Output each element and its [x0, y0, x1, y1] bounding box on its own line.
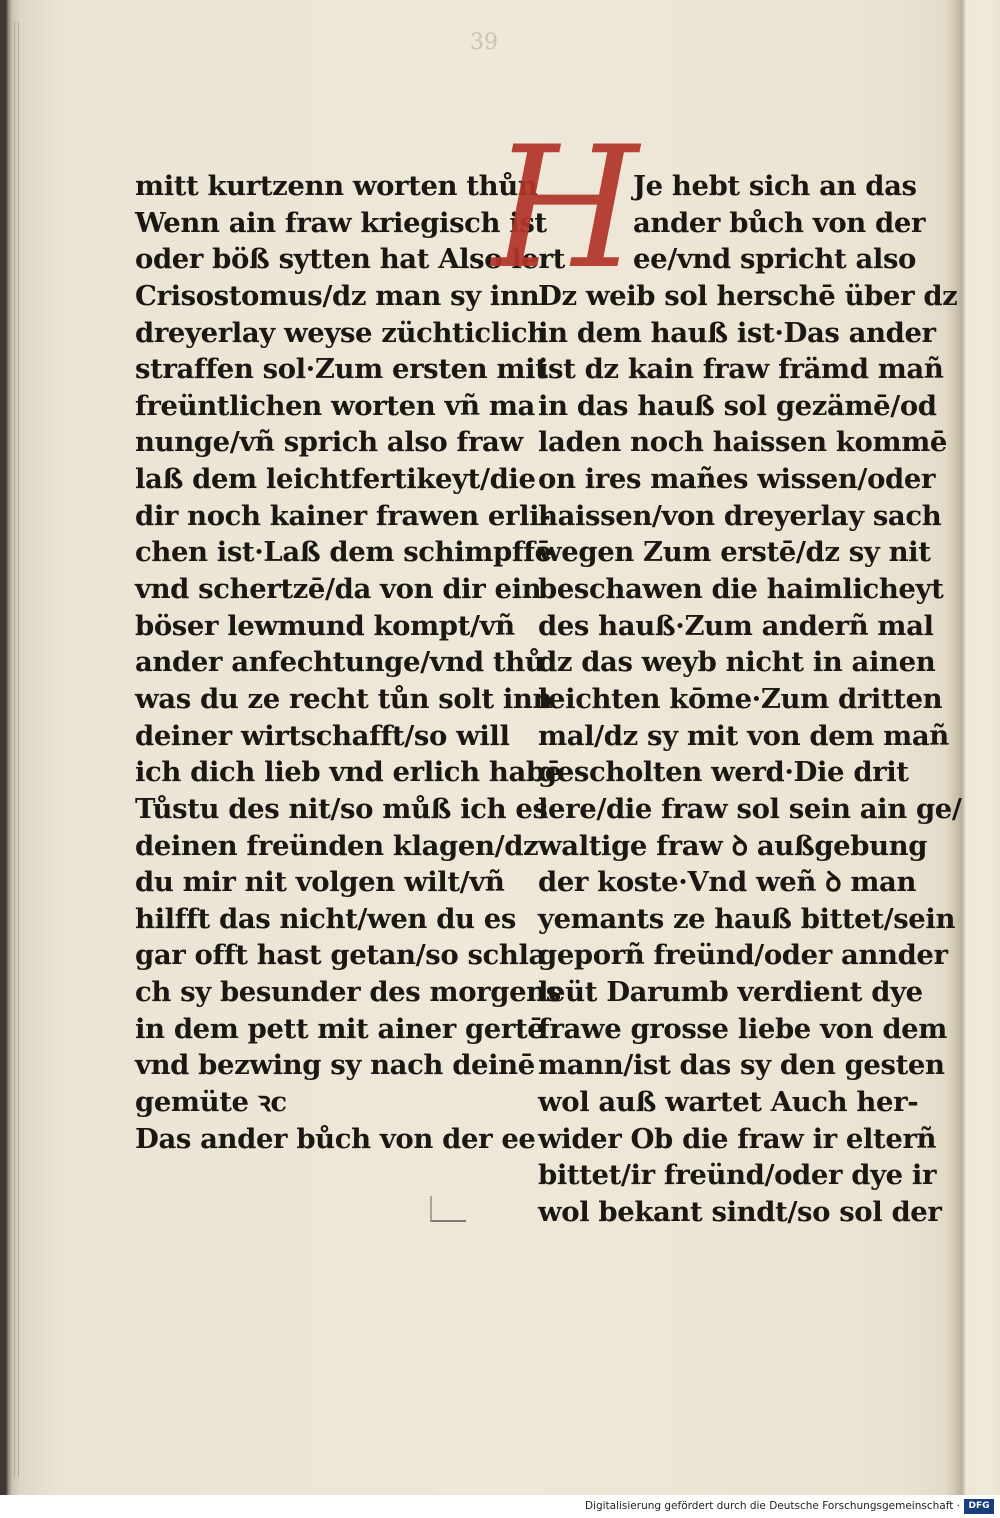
text-line: vnd bezwing sy nach deinē	[135, 1049, 535, 1082]
signature-mark	[430, 1196, 466, 1222]
text-line: des hauß·Zum anderñ mal	[538, 609, 934, 642]
text-line: ch sy besunder des morgens	[135, 976, 561, 1009]
text-line: chen ist·Laß dem schimpffē	[135, 536, 552, 569]
text-line: bittet/ir freünd/oder dye ir	[538, 1159, 937, 1192]
text-line: hilfft das nicht/wen du es	[135, 902, 516, 935]
text-line: geporñ freünd/oder annder	[538, 939, 948, 972]
text-line: deiner wirtschafft/so will	[135, 719, 510, 752]
text-line: ich dich lieb vnd erlich habē	[135, 756, 562, 789]
text-line: dir noch kainer frawen erli-	[135, 499, 551, 532]
text-line: ander anfechtunge/vnd thů	[135, 646, 545, 679]
text-line: haissen/von dreyerlay sach	[538, 499, 942, 532]
text-line: ander bůch von der	[633, 206, 926, 239]
decorated-initial-letter: H	[492, 110, 639, 306]
text-line: Je hebt sich an das	[633, 170, 917, 202]
text-line: wol bekant sindt/so sol der	[538, 1195, 942, 1228]
text-line: nunge/vñ sprich also fraw	[135, 426, 523, 459]
text-line: in dem pett mit ainer gertē	[135, 1012, 545, 1045]
text-line: mal/dz sy mit von dem mañ	[538, 719, 949, 752]
page-number: 39	[470, 30, 498, 55]
text-line: gescholten werd·Die drit	[538, 756, 909, 789]
text-line: leichten kōme·Zum dritten	[538, 682, 943, 715]
text-line: yemants ze hauß bittet/sein	[538, 902, 956, 935]
text-line: Wenn ain fraw kriegisch ist	[135, 206, 547, 239]
text-line: Tůstu des nit/so můß ich es	[135, 792, 548, 825]
text-line: mann/ist das sy den gesten	[538, 1049, 945, 1082]
text-line: lere/die fraw sol sein ain ge/	[538, 792, 962, 825]
text-line: wol auß wartet Auch her-	[538, 1086, 919, 1119]
text-line: Das ander bůch von der ee	[135, 1122, 536, 1155]
text-line: straffen sol·Zum ersten mit	[135, 353, 548, 386]
right-text-column	[538, 168, 962, 1231]
text-line: frawe grosse liebe von dem	[538, 1012, 947, 1045]
text-line: waltige fraw ꝺ außgebung	[538, 829, 928, 862]
page-edge	[14, 22, 15, 1477]
text-line: vnd schertzē/da von dir ein	[135, 573, 542, 606]
text-line: mitt kurtzenn worten thůn	[135, 170, 538, 202]
text-line: dz das weyb nicht in ainen	[538, 646, 936, 679]
left-text-column	[135, 168, 565, 1157]
text-line: Crisostomus/dz man sy inn	[135, 279, 540, 312]
text-line: in dem hauß ist·Das ander	[538, 316, 936, 349]
text-line: gar offt hast getan/so schla	[135, 939, 546, 972]
text-line: ee/vnd spricht also	[633, 243, 916, 276]
text-line: wegen Zum erstē/dz sy nit	[538, 536, 931, 569]
text-line: gemüte ꝛc	[135, 1086, 287, 1119]
text-line: freüntlichen worten vñ ma	[135, 389, 535, 422]
text-line: beschawen die haimlicheyt	[538, 573, 944, 606]
text-line: dreyerlay weyse züchticlich	[135, 316, 547, 349]
text-line: böser lewmund kompt/vñ	[135, 609, 515, 642]
text-line: was du ze recht tůn solt inn	[135, 682, 553, 715]
text-line: oder böß sytten hat Also lert	[135, 243, 565, 276]
digitization-credit: Digitalisierung gefördert durch die Deutsche Forschungsgemeinschaft ·	[584, 1500, 960, 1512]
dfg-logo: DFG	[964, 1499, 994, 1514]
text-line: wider Ob die fraw ir elterñ	[538, 1122, 937, 1155]
text-line: der koste·Vnd weñ ꝺ man	[538, 866, 917, 899]
text-line: laden noch haissen kommē	[538, 426, 947, 459]
text-line: ist dz kain fraw främd mañ	[538, 353, 944, 386]
text-line: laß dem leichtfertikeyt/die	[135, 463, 536, 496]
text-line: Dz weib sol herschē über dz	[538, 279, 958, 312]
text-line: leüt Darumb verdient dye	[538, 976, 923, 1009]
page-edge	[18, 22, 19, 1477]
text-line: deinen freünden klagen/dz	[135, 829, 539, 862]
text-line: du mir nit volgen wilt/vñ	[135, 866, 505, 899]
text-line: in das hauß sol gezämē/od	[538, 389, 937, 422]
text-line: on ires mañes wissen/oder	[538, 463, 936, 496]
